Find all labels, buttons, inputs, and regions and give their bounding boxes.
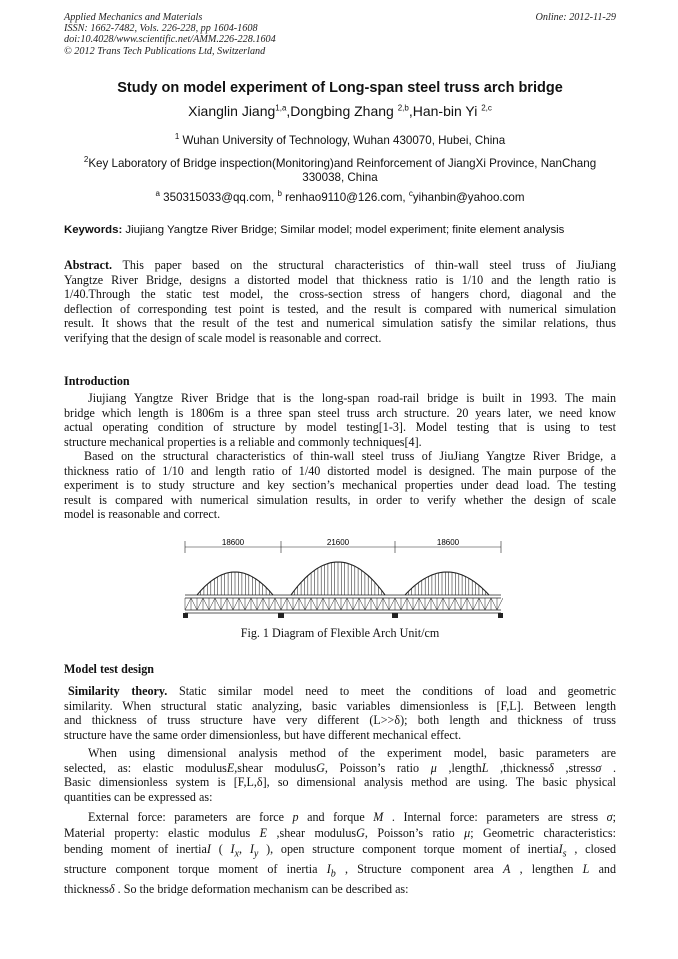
intro-paragraph-2 xyxy=(64,449,616,522)
span-label: 21600 xyxy=(326,538,350,547)
truss-diagonal xyxy=(377,598,383,610)
email-sup: c xyxy=(408,189,413,198)
truss-diagonal xyxy=(185,598,191,610)
dim-line: selected, as: elastic modulusE,shear modulusG, Poisson’s ratio μ ,lengthL ,thicknessδ ,stressσ . xyxy=(64,760,616,775)
intro-line: result is compared with numerical simulation results, in order to verify whether the design of scale xyxy=(64,492,616,507)
author-sup: 1,a xyxy=(275,103,287,113)
section-heading-introduction: Introduction xyxy=(64,374,130,388)
truss-diagonal xyxy=(281,598,287,610)
intro-line: Jiujiang Yangtze River Bridge that is the long-span road-rail bridge is built in 1993. The main xyxy=(88,391,616,405)
similarity-line: similarity. When structural static analyzing, basic variables dimensionless is [F,L]. Between length xyxy=(64,698,616,713)
force-line: bending moment of inertiaI ( $I_x$, $I_y$ ), open structure component torque moment of inertiaI$_s$ , closed xyxy=(64,841,617,859)
truss-diagonal xyxy=(461,598,467,610)
intro-line: Based on the structural characteristics of thin-wall steel truss of JiuJiang Yangtze River Bridge, a xyxy=(84,449,616,463)
truss-diagonal xyxy=(485,598,491,610)
truss-diagonal xyxy=(317,598,323,610)
abstract-line: Yangtze River Bridge, designs a distorted model that thickness ratio is 1/10 and the length ratio is xyxy=(64,272,616,287)
online-date: Online: 2012-11-29 xyxy=(535,12,616,23)
intro-line: actual operating condition of structure by model testing[1-3]. Model testing that is using to test xyxy=(64,420,616,435)
aff-text-line2: 330038, China xyxy=(302,170,378,184)
keywords-label: Keywords: xyxy=(64,224,123,236)
truss-diagonal xyxy=(227,598,233,610)
truss-diagonal xyxy=(413,598,419,610)
truss-diagonal xyxy=(191,598,197,610)
abstract-line: result. It shows that the result of the test and numerical simulation satisfy the similar relations, thus xyxy=(64,316,616,331)
force-line: thicknessδ . So the bridge deformation mechanism can be described as: xyxy=(64,882,409,896)
intro-line: thickness ratio of 1/10 and length ratio of 1/40 distorted model is designed. The main purpose of the xyxy=(64,463,616,478)
similarity-line: Similarity theory. Static similar model need to meet the conditions of load and geometric xyxy=(68,684,616,698)
aff-sup: 1 xyxy=(174,132,180,141)
dim-line: quantities can be expressed as: xyxy=(64,789,213,804)
similarity-line: and thickness of truss structure have very different (L>>δ); both length and thickness of truss xyxy=(64,713,616,728)
truss-diagonal xyxy=(419,598,425,610)
doi: doi:10.4028/www.scientific.net/AMM.226-228.1604 xyxy=(64,34,276,46)
aff-sup: 2 xyxy=(83,155,89,164)
truss-diagonal xyxy=(275,598,281,610)
similarity-line: structure have the same order dimensionless, but have different mechanical effect. xyxy=(64,727,462,742)
truss-diagonal xyxy=(287,598,293,610)
dim-line: When using dimensional analysis method of the experiment model, basic parameters are xyxy=(88,746,616,760)
truss-diagonal xyxy=(407,598,413,610)
affiliation-1 xyxy=(64,130,616,148)
truss-diagonal xyxy=(305,598,311,610)
truss-diagonal xyxy=(269,598,275,610)
bridge-figure xyxy=(183,536,503,624)
truss-diagonal xyxy=(443,598,449,610)
truss-diagonal xyxy=(299,598,305,610)
email-sup: a xyxy=(155,189,160,198)
truss-diagonal xyxy=(347,598,353,610)
email: renhao9110@126.com, xyxy=(285,190,409,204)
truss-diagonal xyxy=(257,598,263,610)
truss-diagonal xyxy=(197,598,203,610)
truss-diagonal xyxy=(221,598,227,610)
piers xyxy=(183,613,503,618)
intro-line: structure mechanical properties is a reliable and commonly techniques[4]. xyxy=(64,434,422,449)
abstract-label: Abstract. xyxy=(64,258,113,272)
span-label: 18600 xyxy=(436,538,460,547)
truss-diagonal xyxy=(473,598,479,610)
truss-diagonal xyxy=(215,598,221,610)
email-sup: b xyxy=(277,189,282,198)
intro-paragraph-1 xyxy=(64,391,616,449)
truss-diagonal xyxy=(335,598,341,610)
abstract-line: Abstract. This paper based on the structural characteristics of thin-wall steel truss of JiuJiang xyxy=(64,258,616,272)
truss-diagonal xyxy=(329,598,335,610)
similarity-paragraph xyxy=(64,684,616,742)
author-sup: 2,c xyxy=(481,103,492,113)
keywords-text: Jiujiang Yangtze River Bridge; Similar model; model experiment; finite element analysis xyxy=(125,224,565,236)
intro-line: experiment is to study structure and key section’s mechanical properties under dead load. The testing xyxy=(64,478,616,493)
truss-diagonal xyxy=(251,598,257,610)
truss-diagonal xyxy=(479,598,485,610)
truss-diagonal xyxy=(311,598,317,610)
email: yihanbin@yahoo.com xyxy=(412,190,525,204)
truss-diagonal xyxy=(425,598,431,610)
journal-name: Applied Mechanics and Materials xyxy=(64,12,203,23)
truss-deck xyxy=(185,595,501,613)
intro-line: bridge which length is 1806m is a three span steel truss arch structure. 20 years later, we need know xyxy=(64,405,616,420)
dim-line: Basic dimensionless system is [F,L,δ], so dimensional analysis method are using. The basic physical xyxy=(64,775,616,790)
intro-line: model is reasonable and correct. xyxy=(64,507,221,522)
truss-diagonal xyxy=(467,598,473,610)
aff-text-line1: Key Laboratory of Bridge inspection(Monitoring)and Reinforcement of JiangXi Province, NanChang xyxy=(88,156,597,170)
span-label: 18600 xyxy=(221,538,245,547)
truss-diagonal xyxy=(455,598,461,610)
arch-hangers xyxy=(197,562,489,595)
truss-diagonal xyxy=(371,598,377,610)
truss-diagonal xyxy=(383,598,389,610)
email-list xyxy=(64,189,616,204)
truss-diagonal xyxy=(401,598,407,610)
author-name: Han-bin Yi xyxy=(412,103,478,119)
dimensional-paragraph xyxy=(64,746,616,804)
truss-members xyxy=(185,598,503,610)
forces-paragraph xyxy=(64,810,616,898)
truss-diagonal xyxy=(353,598,359,610)
author-list: Xianglin Jiang$^{1,a}$,Dongbing Zhang $^{2,b}$,Han-bin Yi $^{2,c}$ xyxy=(188,103,492,119)
truss-diagonal xyxy=(263,598,269,610)
figure-caption: Fig. 1 Diagram of Flexible Arch Unit/cm xyxy=(240,626,440,640)
force-line: External force: parameters are force p and forque M . Internal force: parameters are stress σ; xyxy=(88,810,616,824)
truss-diagonal xyxy=(341,598,347,610)
truss-diagonal xyxy=(395,598,401,610)
abstract-line: 1/40.Through the static test model, the cross-section stress of hangers chord, diagonal and the xyxy=(64,287,616,302)
keywords xyxy=(64,223,616,237)
truss-diagonal xyxy=(233,598,239,610)
abstract xyxy=(64,258,616,346)
truss-diagonal xyxy=(209,598,215,610)
issn: ISSN: 1662-7482, Vols. 226-228, pp 1604-1608 xyxy=(64,23,258,35)
similarity-label: Similarity theory. xyxy=(68,684,168,698)
abstract-line: deflection of corresponding test point is tested, and the result is compared with numerical simulation xyxy=(64,301,616,316)
abstract-line: verifying that the design of scale model is reasonable and correct. xyxy=(64,330,382,345)
affiliation-2 xyxy=(64,153,616,185)
email: 350315033@qq.com, xyxy=(163,190,278,204)
truss-diagonal xyxy=(293,598,299,610)
force-line: Material property: elastic modulus E ,shear modulusG, Poisson’s ratio μ; Geometric characteristics: xyxy=(64,825,616,840)
truss-diagonal xyxy=(203,598,209,610)
truss-diagonal xyxy=(323,598,329,610)
truss-diagonal xyxy=(359,598,365,610)
truss-diagonal xyxy=(437,598,443,610)
truss-diagonal xyxy=(491,598,497,610)
author-name: Xianglin Jiang xyxy=(188,103,276,119)
section-heading-model-test: Model test design xyxy=(64,662,155,676)
paper-title: Study on model experiment of Long-span steel truss arch bridge xyxy=(117,80,563,96)
truss-diagonal xyxy=(449,598,455,610)
truss-diagonal xyxy=(239,598,245,610)
truss-diagonal xyxy=(389,598,395,610)
aff-text: Wuhan University of Technology, Wuhan 430070, Hubei, China xyxy=(182,133,506,147)
truss-diagonal xyxy=(497,598,503,610)
arch-rib xyxy=(405,572,489,595)
truss-diagonal xyxy=(365,598,371,610)
truss-diagonal xyxy=(431,598,437,610)
author-name: Dongbing Zhang xyxy=(290,103,394,119)
journal-header xyxy=(64,12,616,57)
truss-diagonal xyxy=(245,598,251,610)
force-line: structure component torque moment of inertia $I_b$ , Structure component area A , lengthen L and xyxy=(64,861,617,880)
copyright: © 2012 Trans Tech Publications Ltd, Switzerland xyxy=(64,45,266,57)
author-sup: 2,b xyxy=(397,103,409,113)
